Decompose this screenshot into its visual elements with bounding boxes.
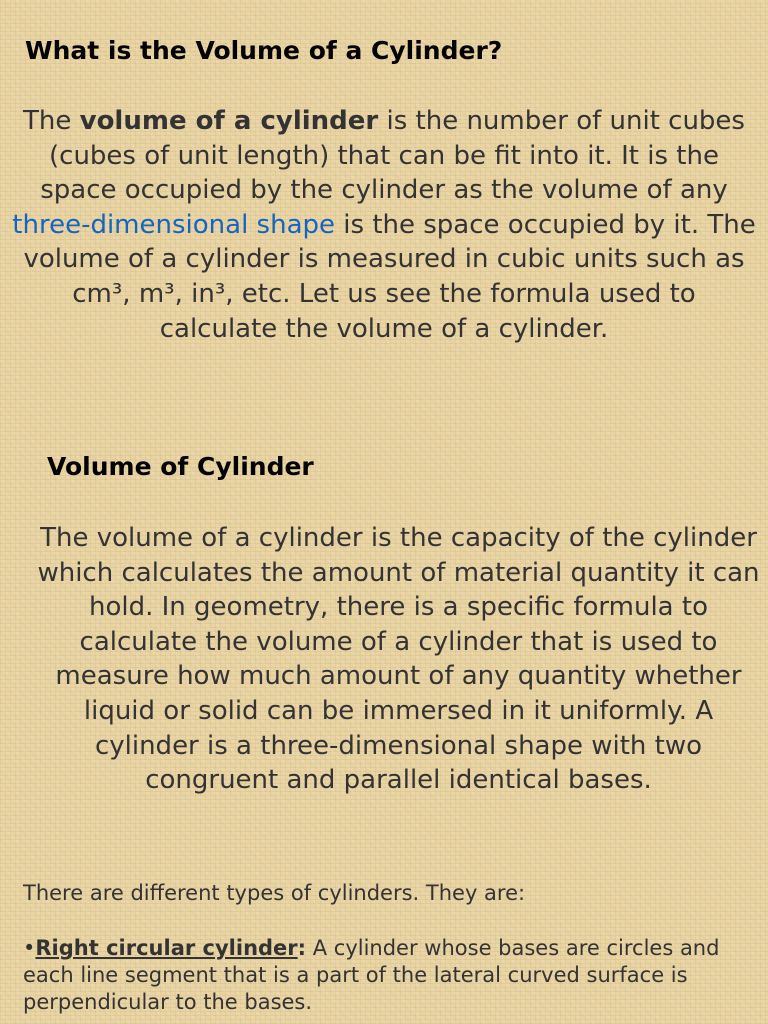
- section-heading: Volume of Cylinder: [47, 452, 314, 481]
- intro-text-3: is the space occupied by it. The volume of a cylinder is measured in cubic units such as cm³, m³, in³, etc. Let us see the formula used to calculate the volume of a cylinder.: [23, 209, 756, 344]
- intro-text-1: The: [23, 106, 80, 136]
- intro-paragraph: [10, 104, 758, 346]
- intro-bold-term: volume of a cylinder: [79, 106, 379, 136]
- list-item: [23, 935, 748, 1016]
- bullet-icon: •: [23, 936, 36, 960]
- intro-text-2: is the number of unit cubes (cubes of unit length) that can be fit into it. It is the space occupied by the cylinder as the volume of any: [40, 106, 745, 206]
- section-paragraph: The volume of a cylinder is the capacity of the cylinder which calculates the amount of material quantity it can hold. In geometry, there is a specific formula to calculate the volume of a cylinder that is used to measure how much amount of any quantity whether liquid or solid can be immersed in it uniformly. A cylinder is a three-dimensional shape with two congruent and parallel identical bases.: [37, 523, 760, 796]
- types-intro-text: There are different types of cylinders. They are:: [23, 881, 526, 905]
- list-item-term: Right circular cylinder: [35, 936, 298, 960]
- three-dimensional-shape-link[interactable]: three-dimensional shape: [12, 209, 336, 240]
- page-title: What is the Volume of a Cylinder?: [25, 36, 503, 65]
- list-item-description: A cylinder whose bases are circles and each line segment that is a part of the lateral curved surface is perpendicular to the bases.: [23, 936, 720, 1014]
- list-item-colon: :: [297, 936, 307, 960]
